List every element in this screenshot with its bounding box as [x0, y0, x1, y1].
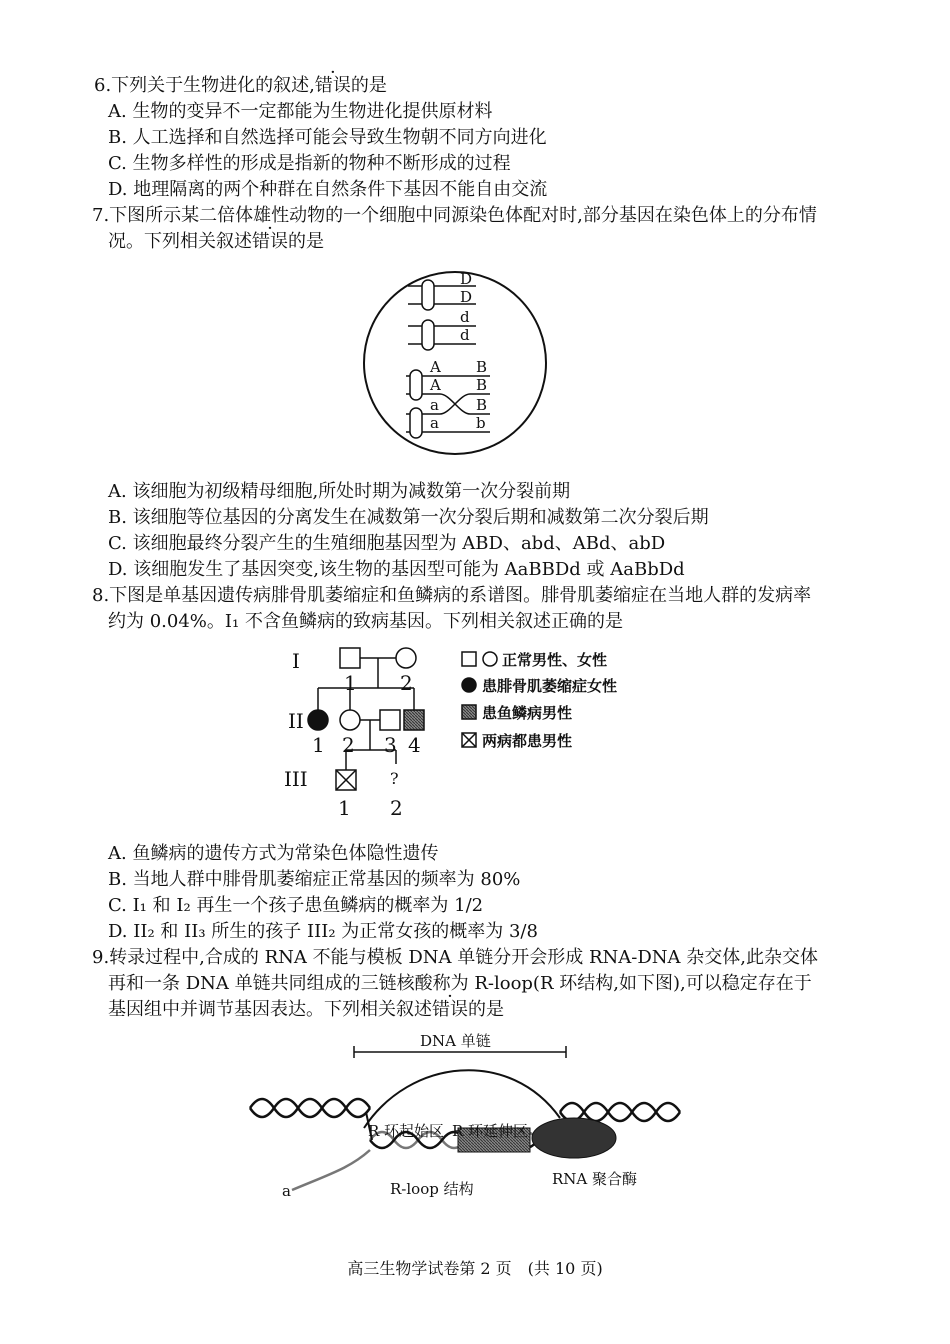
q8-stem-line1: 8.下图是单基因遗传病腓骨肌萎缩症和鱼鳞病的系谱图。腓骨肌萎缩症在当地人群的发病率 — [92, 585, 812, 606]
q8-option-a: A. 鱼鳞病的遗传方式为常染色体隐性遗传 — [108, 843, 439, 864]
III-2-unknown: ? — [390, 769, 399, 788]
gene-a-2: a — [430, 414, 439, 432]
II-1-number: 1 — [312, 733, 325, 757]
q6-option-c: C. 生物多样性的形成是指新的物种不断形成的过程 — [108, 153, 511, 174]
gene-D-1: D — [460, 270, 473, 288]
q6-option-a: A. 生物的变异不一定都能为生物进化提供原材料 — [108, 101, 493, 122]
III-1-number: 1 — [338, 796, 351, 820]
q8-option-b: B. 当地人群中腓骨肌萎缩症正常基因的频率为 80% — [108, 869, 521, 890]
q6-option-b: B. 人工选择和自然选择可能会导致生物朝不同方向进化 — [108, 127, 547, 148]
q9-stem-line1: 9.转录过程中,合成的 RNA 不能与模板 DNA 单链分开会形成 RNA-DNA 杂交体,此杂交体 — [92, 947, 818, 968]
gene-b-1: b — [476, 414, 486, 432]
q7-option-c: C. 该细胞最终分裂产生的生殖细胞基因型为 ABD、abd、ABd、abD — [108, 533, 666, 554]
q9-stem-line2: 再和一条 DNA 单链共同组成的三链核酸称为 R-loop(R 环结构,如下图),可以稳定存在于 — [108, 973, 812, 994]
generation-II-label: II — [288, 709, 304, 733]
strand-a-label: a — [282, 1182, 291, 1200]
gene-d-2: d — [460, 326, 470, 344]
dna-single-strand-label: DNA 单链 — [420, 1032, 491, 1050]
gene-D-2: D — [460, 288, 473, 306]
III-2-number: 2 — [390, 796, 403, 820]
gene-A-1: A — [430, 358, 441, 376]
q6-stem: 6.下列关于生物进化的叙述,错误的是 — [94, 75, 387, 96]
q9-stem-line3: 基因组中并调节基因表达。下列相关叙述错误的是 — [108, 999, 504, 1020]
II-3-number: 3 — [384, 733, 397, 757]
gene-B-3: B — [476, 396, 488, 414]
I-2-number: 2 — [400, 671, 413, 695]
q8-stem-line2: 约为 0.04%。I₁ 不含鱼鳞病的致病基因。下列相关叙述正确的是 — [108, 611, 623, 632]
generation-III-label: III — [284, 767, 308, 791]
I-1-number: 1 — [344, 671, 357, 695]
rloop-structure-label: R-loop 结构 — [390, 1180, 474, 1198]
legend-both-male: 两病都患男性 — [482, 732, 573, 750]
legend-ichthyosis-male: 患鱼鳞病男性 — [482, 704, 573, 722]
legend-circle-icon — [483, 652, 497, 666]
q7-stem-line1: 7.下图所示某二倍体雄性动物的一个细胞中同源染色体配对时,部分基因在染色体上的分布情 — [92, 205, 817, 226]
q7-stem-line2: 况。下列相关叙述错误的是 — [108, 231, 324, 252]
gene-B-1: B — [476, 358, 488, 376]
rna-polymerase-label: RNA 聚合酶 — [552, 1170, 638, 1188]
q7-option-d: D. 该细胞发生了基因突变,该生物的基因型可能为 AaBBDd 或 AaBbDd — [108, 559, 685, 580]
q6-option-d: D. 地理隔离的两个种群在自然条件下基因不能自由交流 — [108, 179, 548, 200]
gene-B-2: B — [476, 376, 488, 394]
gene-a-1: a — [430, 396, 439, 414]
q7-option-b: B. 该细胞等位基因的分离发生在减数第一次分裂后期和减数第二次分裂后期 — [108, 507, 709, 528]
chromosome-diagram — [350, 258, 560, 468]
legend-normal: 正常男性、女性 — [502, 651, 608, 669]
q7-option-a: A. 该细胞为初级精母细胞,所处时期为减数第一次分裂前期 — [108, 481, 571, 502]
r-start-label: R 环起始区 — [368, 1122, 445, 1140]
legend-square-icon — [462, 652, 476, 666]
generation-I-label: I — [292, 649, 300, 673]
r-extend-label: R 环延伸区 — [452, 1122, 529, 1140]
q8-option-d: D. II₂ 和 II₃ 所生的孩子 III₂ 为正常女孩的概率为 3/8 — [108, 921, 538, 942]
II-2-number: 2 — [342, 733, 355, 757]
legend-cmt-female: 患腓骨肌萎缩症女性 — [482, 677, 618, 695]
gene-d-1: d — [460, 308, 470, 326]
legend-hatched-square-icon — [462, 705, 476, 719]
q8-option-c: C. I₁ 和 I₂ 再生一个孩子患鱼鳞病的概率为 1/2 — [108, 895, 484, 916]
II-4-number: 4 — [408, 733, 421, 757]
gene-A-2: A — [430, 376, 441, 394]
pedigree-chart — [280, 640, 620, 825]
legend-filled-circle-icon — [462, 678, 476, 692]
page-footer: 高三生物学试卷第 2 页 (共 10 页) — [347, 1259, 603, 1278]
rloop-diagram — [240, 1028, 700, 1208]
